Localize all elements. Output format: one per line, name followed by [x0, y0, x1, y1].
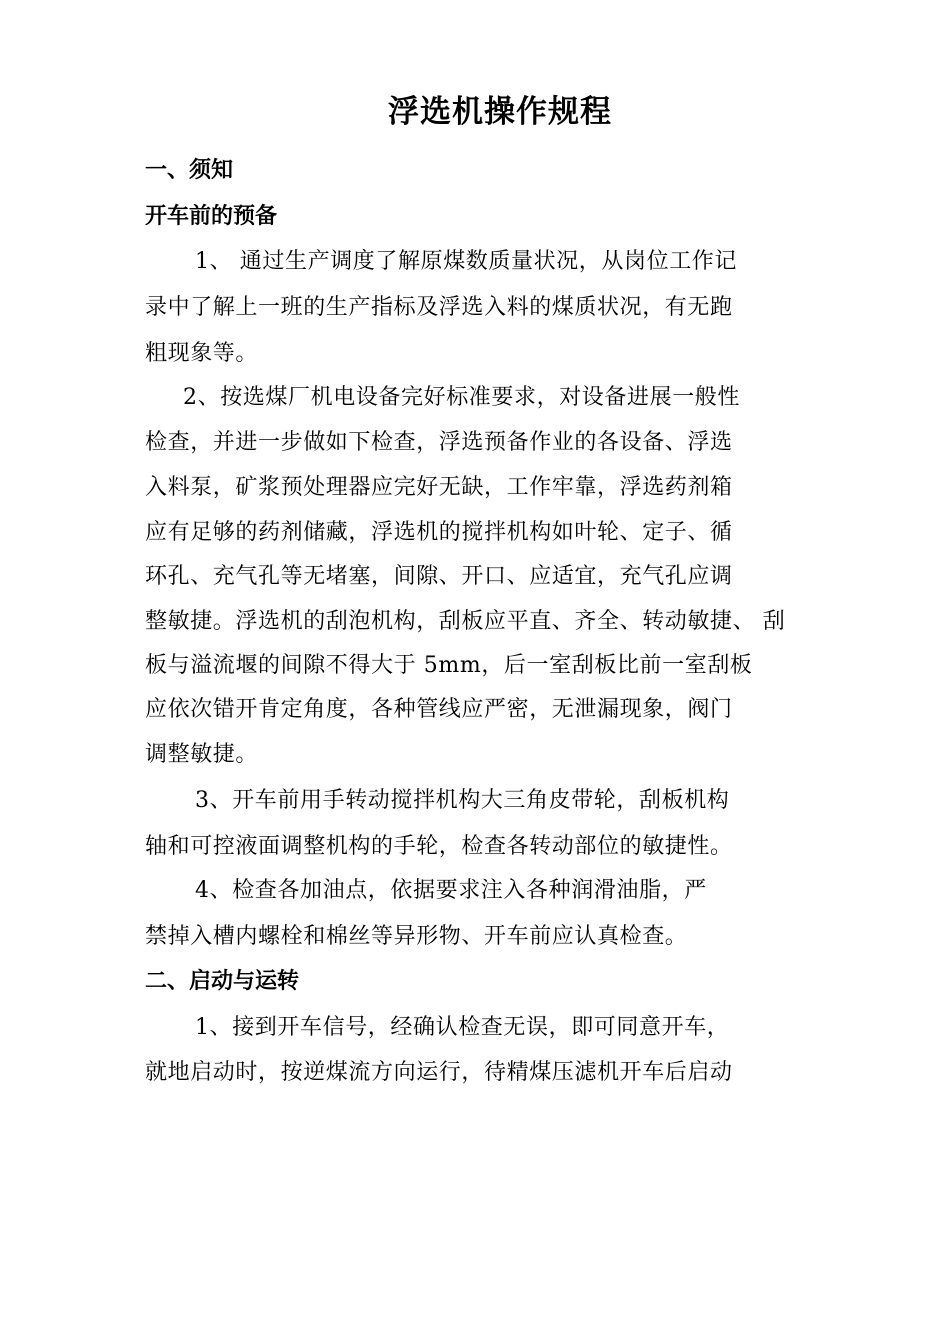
paragraph-line: 板与溢流堰的间隙不得大于 5mm，后一室刮板比前一室刮板	[145, 653, 753, 678]
paragraph-line: 应有足够的药剂储藏，浮选机的搅拌机构如叶轮、定子、循	[145, 520, 733, 545]
subheading-preparation: 开车前的预备	[145, 203, 278, 229]
paragraph-line: 轴和可控液面调整机构的手轮，检查各转动部位的敏捷性。	[145, 834, 733, 859]
paragraph-line: 调整敏捷。	[145, 742, 259, 767]
paragraph-line: 禁掉入槽内螺栓和棉丝等异形物、开车前应认真检查。	[145, 924, 688, 949]
document-title: 浮选机操作规程	[388, 94, 612, 130]
paragraph-line: 环孔、充气孔等无堵塞，间隙、开口、应适宜，充气孔应调	[145, 564, 733, 589]
section-heading-notice: 一、须知	[145, 157, 234, 183]
paragraph-line: 1、接到开车信号，经确认检查无误，即可同意开车，	[195, 1015, 730, 1040]
paragraph-line: 3、开车前用手转动搅拌机构大三角皮带轮，刮板机构	[195, 788, 730, 813]
paragraph-line: 4、检查各加油点，依据要求注入各种润滑油脂，严	[195, 878, 707, 903]
paragraph-line: 应依次错开肯定角度，各种管线应严密，无泄漏现象，阀门	[145, 697, 733, 722]
paragraph-line: 2、按选煤厂机电设备完好标准要求，对设备进展一般性	[183, 385, 740, 410]
paragraph-line: 1、 通过生产调度了解原煤数质量状况，从岗位工作记	[195, 249, 737, 274]
paragraph-line: 就地启动时，按逆煤流方向运行，待精煤压滤机开车后启动	[145, 1060, 733, 1085]
paragraph-line: 粗现象等。	[145, 341, 259, 366]
paragraph-line: 录中了解上一班的生产指标及浮选入料的煤质状况，有无跑	[145, 295, 733, 320]
section-heading-startup: 二、启动与运转	[145, 968, 300, 994]
paragraph-line: 入料泵，矿浆预处理器应完好无缺，工作牢靠，浮选药剂箱	[145, 475, 733, 500]
paragraph-line: 整敏捷。浮选机的刮泡机构，刮板应平直、齐全、转动敏捷、 刮	[145, 609, 786, 634]
paragraph-line: 检查，并进一步做如下检查，浮选预备作业的各设备、浮选	[145, 430, 733, 455]
